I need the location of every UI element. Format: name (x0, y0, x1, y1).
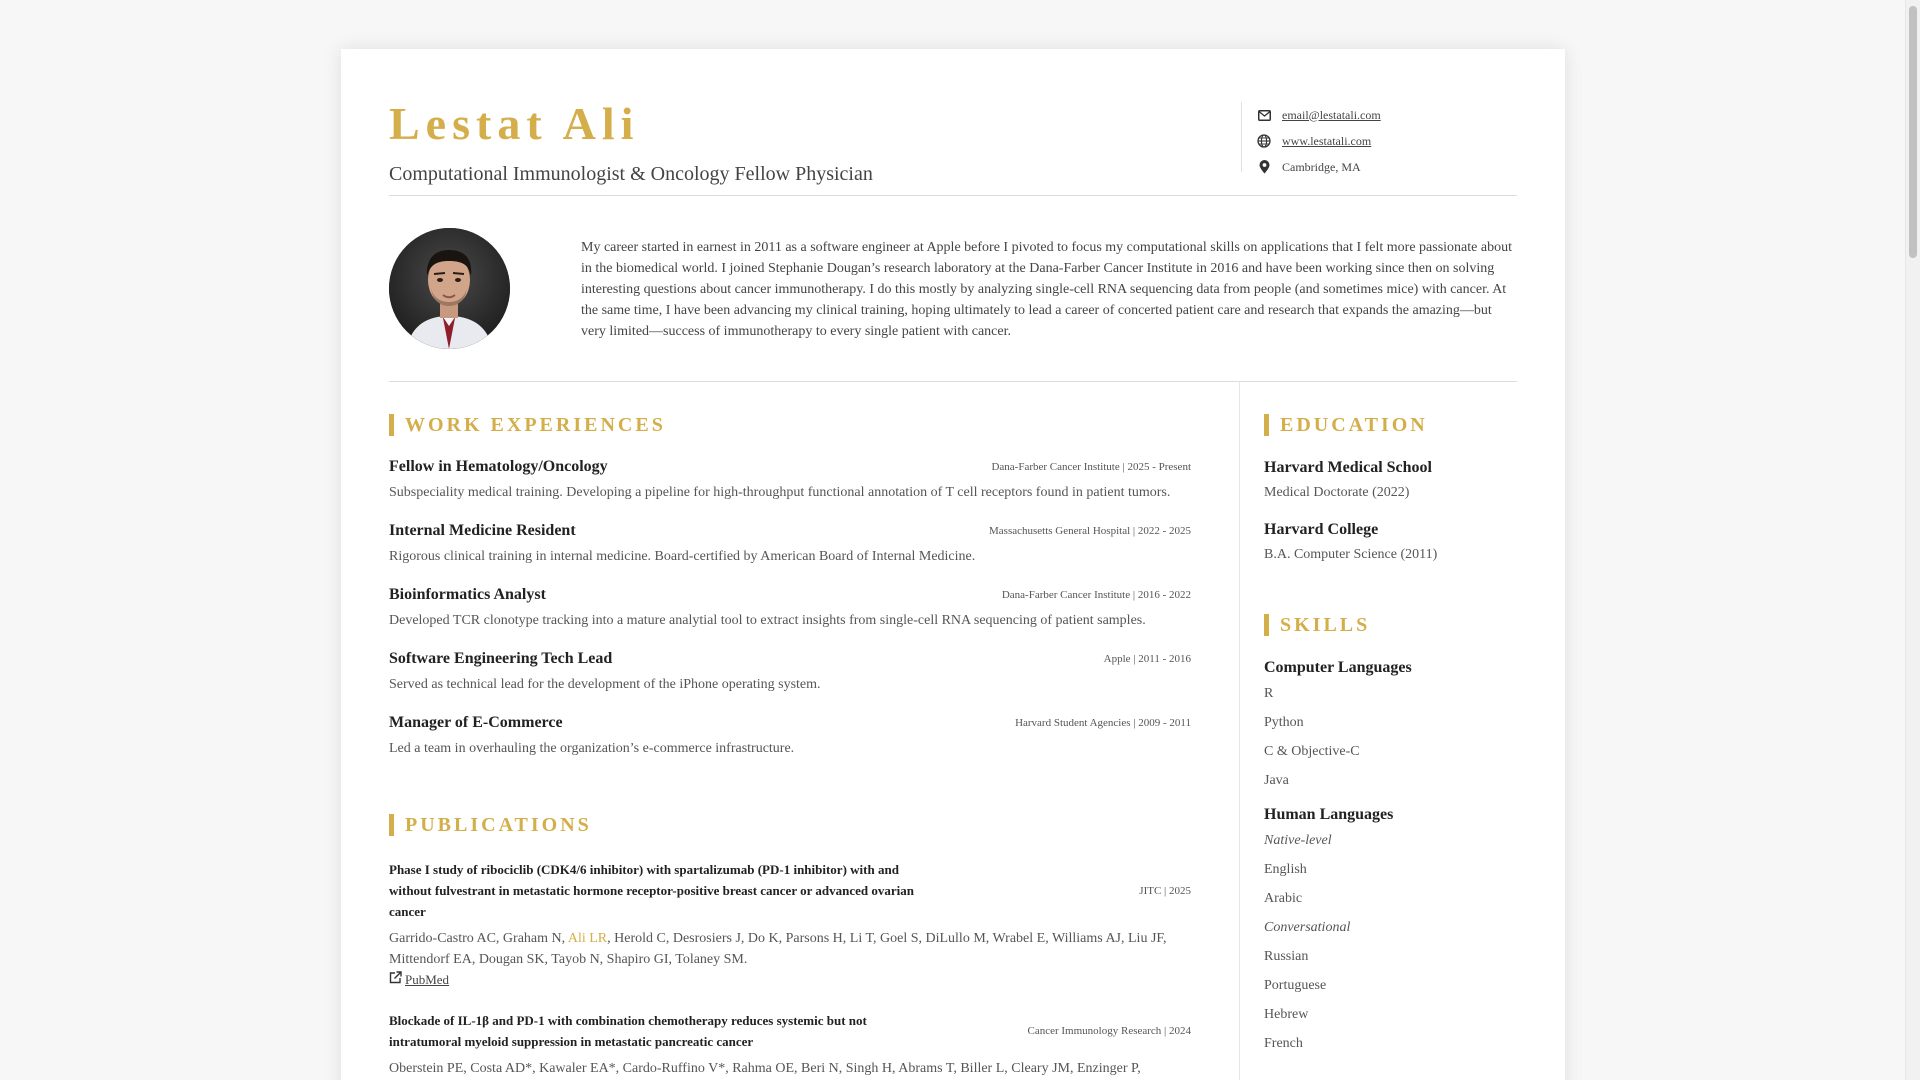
mail-icon (1256, 107, 1272, 123)
heading-accent-bar (1264, 614, 1269, 636)
location-pin-icon (1256, 159, 1272, 175)
job-description: Led a team in overhauling the organization’s e-commerce infrastructure. (389, 741, 795, 756)
work-item (389, 586, 1191, 629)
work-item (389, 458, 1191, 501)
job-title: Fellow in Hematology/Oncology (389, 458, 608, 475)
pubmed-link[interactable]: PubMed (405, 971, 450, 987)
person-title: Computational Immunologist & Oncology Fellow Physician (389, 163, 873, 185)
skill-group-heading: Computer Languages (1264, 659, 1412, 676)
work-heading-text: WORK EXPERIENCES (405, 413, 666, 436)
scrollbar-thumb[interactable] (1909, 6, 1917, 258)
website-link[interactable]: www.lestatali.com (1282, 133, 1372, 148)
authors-text: , Herold C, Desrosiers J, Do K, Parsons H, Li T, Goel S, DiLullo M, Wrabel E, Williams AJ, Liu JF, Mittendorf EA, Dougan SK, Tayob N, Shapiro GI, Tolaney SM. (389, 931, 1167, 967)
external-link-icon (389, 971, 402, 988)
publication-meta: Cancer Immunology Research | 2024 (1027, 1025, 1191, 1037)
job-description: Developed TCR clonotype tracking into a mature analytial tool to extract insights from single-cell RNA sequencing of patient samples. (389, 613, 1146, 628)
publication-authors (389, 1058, 1191, 1079)
heading-accent-bar (389, 414, 394, 436)
contact-website (1256, 128, 1517, 154)
authors-text: Oberstein PE, Costa AD*, Kawaler EA*, Cardo-Ruffino V*, Rahma OE, Beri N, Singh H, Abrams T, Biller L, Cleary JM, Enzinger P, (389, 1061, 1141, 1076)
highlighted-author: Ali LR (567, 931, 608, 946)
skills-section-heading (1264, 613, 1517, 637)
main-column (389, 382, 1240, 1080)
proficiency-label: Conversational (1264, 920, 1351, 935)
contact-email (1256, 102, 1517, 128)
skill-item: R (1264, 686, 1274, 701)
education-heading-text: EDUCATION (1280, 413, 1428, 436)
school-name: Harvard Medical School (1264, 459, 1432, 476)
proficiency-label: Native-level (1264, 833, 1332, 848)
skill-item: French (1264, 1036, 1303, 1051)
skill-item: Hebrew (1264, 1007, 1309, 1022)
job-title: Bioinformatics Analyst (389, 586, 546, 603)
job-title: Manager of E-Commerce (389, 714, 563, 731)
school-name: Harvard College (1264, 521, 1379, 538)
resume-page (341, 49, 1565, 1080)
heading-accent-bar (1264, 414, 1269, 436)
skill-item: Arabic (1264, 891, 1303, 906)
work-item (389, 714, 1191, 757)
degree: B.A. Computer Science (2011) (1264, 547, 1438, 562)
job-meta: Apple | 2011 - 2016 (1103, 653, 1191, 665)
publication-authors (389, 928, 1191, 970)
bio-text: My career started in earnest in 2011 as a software engineer at Apple before I pivoted to focus my computational skills on applications that I felt more passionate about in the biomedical world. I joined Stephanie Dougan’s research laboratory at the Dana-Farber Cancer Institute in 2016 and have been working since then on solving interesting questions about cancer immunotherapy. I do this mostly by analyzing single-cell RNA sequencing data from people (and sometimes mice) with cancer. At the same time, I have been advancing my clinical training, hoping ultimately to lead a career of concerted patient care and research that expands the amazing—but very limited—success of immunotherapy to every single patient with cancer. (581, 240, 1512, 339)
location-text: Cambridge, MA (1282, 159, 1361, 174)
authors-text: Garrido-Castro AC, Graham N, (389, 931, 568, 946)
education-item (1264, 521, 1517, 563)
skill-item: Python (1264, 715, 1304, 730)
job-meta: Massachusetts General Hospital | 2022 - 2025 (989, 525, 1191, 537)
publication-title: Blockade of IL-1β and PD-1 with combination chemotherapy reduces systemic but not intratumoral myeloid suppression in metastatic pancreatic cancer (389, 1013, 867, 1049)
job-title: Software Engineering Tech Lead (389, 650, 613, 667)
job-title: Internal Medicine Resident (389, 522, 576, 539)
heading-accent-bar (389, 814, 394, 836)
publications-heading-text: PUBLICATIONS (405, 813, 592, 836)
degree: Medical Doctorate (2022) (1264, 485, 1410, 500)
skills-heading-text: SKILLS (1280, 613, 1371, 636)
job-meta: Dana-Farber Cancer Institute | 2025 - Present (991, 461, 1191, 473)
contact-location (1256, 154, 1517, 180)
job-description: Rigorous clinical training in internal medicine. Board-certified by American Board of Internal Medicine. (389, 549, 976, 564)
computer-languages-group (1264, 659, 1517, 793)
publications-section (389, 813, 1191, 1079)
person-name: Lestat Ali (389, 98, 640, 149)
side-column (1240, 382, 1517, 1080)
skill-item: English (1264, 862, 1307, 877)
work-item (389, 522, 1191, 565)
job-description: Subspeciality medical training. Developing a pipeline for high-throughput functional annotation of T cell receptors found in patient tumors. (389, 485, 1171, 500)
page-scrollbar[interactable] (1905, 0, 1920, 1080)
resume-body (389, 382, 1517, 1080)
job-meta: Dana-Farber Cancer Institute | 2016 - 2022 (1001, 589, 1191, 601)
job-meta: Harvard Student Agencies | 2009 - 2011 (1015, 717, 1191, 729)
education-item (1264, 459, 1517, 501)
globe-icon (1256, 133, 1272, 149)
skill-item: Portuguese (1264, 978, 1327, 993)
education-section-heading (1264, 413, 1517, 437)
publication-item (389, 859, 1191, 988)
publication-meta: JITC | 2025 (1139, 884, 1191, 897)
publication-title: Phase I study of ribociclib (CDK4/6 inhibitor) with spartalizumab (PD-1 inhibitor) with and without fulvestrant in metastatic hormone receptor-positive breast cancer or advanced ovarian cancer (389, 862, 914, 919)
contact-block (1241, 102, 1517, 172)
work-section-heading (389, 413, 1191, 437)
human-languages-group (1264, 806, 1517, 1056)
email-link[interactable]: email@lestatali.com (1282, 107, 1381, 122)
publication-item (389, 1010, 1191, 1079)
resume-header (389, 49, 1517, 196)
avatar (389, 228, 510, 349)
skill-item: Russian (1264, 949, 1309, 964)
skills-section (1264, 613, 1517, 1056)
skill-group-heading: Human Languages (1264, 806, 1394, 823)
header-left (389, 97, 873, 195)
job-description: Served as technical lead for the development of the iPhone operating system. (389, 677, 821, 692)
about-section (389, 196, 1517, 382)
work-item (389, 650, 1191, 693)
publications-section-heading (389, 813, 1191, 837)
skill-item: C & Objective-C (1264, 744, 1360, 759)
pubmed-link-row (389, 971, 1191, 988)
skill-item: Java (1264, 773, 1289, 788)
